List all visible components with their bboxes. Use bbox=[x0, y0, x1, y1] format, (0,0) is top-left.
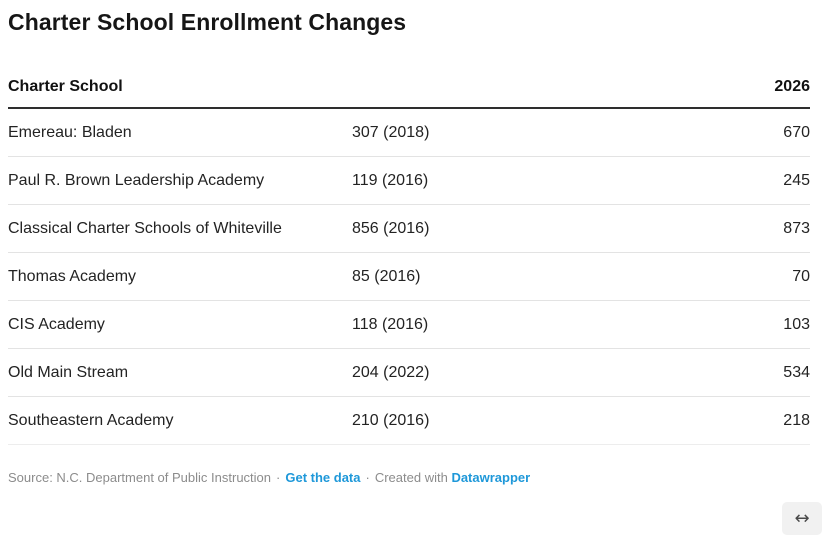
enrollment-2026-cell: 103 bbox=[783, 315, 810, 333]
table-header-row bbox=[8, 78, 810, 109]
enrollment-2026-cell: 245 bbox=[783, 171, 810, 189]
school-name-cell: Southeastern Academy bbox=[8, 411, 174, 429]
table-row bbox=[8, 109, 810, 157]
table-row bbox=[8, 253, 810, 301]
table-row bbox=[8, 397, 810, 445]
enrollment-2026-cell: 534 bbox=[783, 363, 810, 381]
school-name-cell: Paul R. Brown Leadership Academy bbox=[8, 171, 265, 189]
page-title: Charter School Enrollment Changes bbox=[8, 9, 407, 35]
table-row bbox=[8, 301, 810, 349]
footer bbox=[8, 470, 810, 485]
baseline-value-cell: 85 (2016) bbox=[352, 267, 421, 285]
dot-separator: · bbox=[365, 469, 370, 485]
baseline-value-cell: 856 (2016) bbox=[352, 219, 430, 237]
column-header-2026: 2026 bbox=[774, 77, 810, 95]
table-row bbox=[8, 157, 810, 205]
datawrapper-link[interactable]: Datawrapper bbox=[451, 469, 531, 485]
school-name-cell: CIS Academy bbox=[8, 315, 105, 333]
baseline-value-cell: 307 (2018) bbox=[352, 123, 430, 141]
baseline-value-cell: 210 (2016) bbox=[352, 411, 430, 429]
school-name-cell: Thomas Academy bbox=[8, 267, 137, 285]
baseline-value-cell: 118 (2016) bbox=[352, 315, 429, 333]
source-label: Source: N.C. Department of Public Instruction bbox=[8, 469, 272, 485]
table-row bbox=[8, 349, 810, 397]
enrollment-2026-cell: 670 bbox=[783, 123, 810, 141]
column-header-school: Charter School bbox=[8, 77, 123, 95]
get-the-data-link[interactable]: Get the data bbox=[285, 469, 361, 485]
school-name-cell: Old Main Stream bbox=[8, 363, 129, 381]
baseline-value-cell: 204 (2022) bbox=[352, 363, 430, 381]
resize-button[interactable] bbox=[782, 502, 822, 535]
created-with-label: Created with bbox=[374, 469, 448, 485]
enrollment-table bbox=[8, 78, 810, 445]
resize-arrows-icon: ↔ bbox=[794, 508, 810, 529]
table-row bbox=[8, 205, 810, 253]
school-name-cell: Classical Charter Schools of Whiteville bbox=[8, 219, 282, 237]
dot-separator: · bbox=[276, 469, 281, 485]
enrollment-2026-cell: 218 bbox=[783, 411, 810, 429]
school-name-cell: Emereau: Bladen bbox=[8, 123, 132, 141]
enrollment-2026-cell: 873 bbox=[783, 219, 810, 237]
enrollment-2026-cell: 70 bbox=[792, 267, 810, 285]
baseline-value-cell: 119 (2016) bbox=[352, 171, 429, 189]
